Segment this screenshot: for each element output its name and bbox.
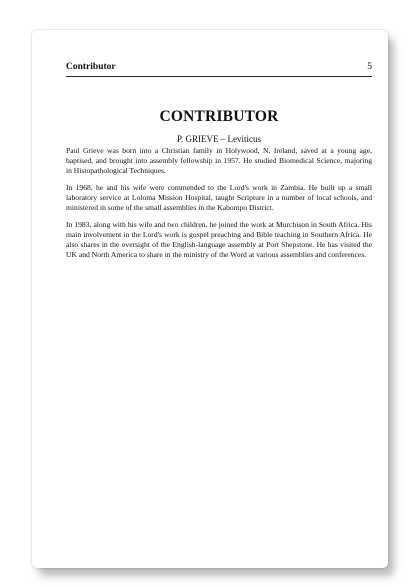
author-line: P. GRIEVE – Leviticus: [177, 134, 261, 144]
paragraph-1: Paul Grieve was born into a Christian family in Holywood, N. Ireland, saved at a young age, baptised, and brought into assembly fellowship in 1957. He studied Biomedical Science, majoring in Histopathological Techniques.: [66, 146, 372, 175]
running-head-title: Contributor: [66, 62, 116, 72]
paragraph-2: In 1968, he and his wife were commended to the Lord's work in Zambia. He built up a small laboratory service at Loloma Mission Hospital, taught Scripture in a number of local schools, and ministered in some of the small assemblies in the Kabompo District.: [66, 183, 372, 212]
paragraph-3: In 1983, along with his wife and two children, he joined the work at Murchison in South Africa. His main involvement in the Lord's work is gospel preaching and Bible teaching in Southern Africa. He also shares in the oversight of the English-language assembly at Port Shepstone. He has visited the UK and North America to share in the ministry of the Word at various assemblies and conferences.: [66, 220, 372, 259]
page-number: 5: [367, 62, 372, 72]
running-head: [66, 62, 372, 77]
page-heading: CONTRIBUTOR: [159, 108, 279, 125]
page-content: [66, 108, 372, 267]
book-page: [32, 30, 388, 568]
